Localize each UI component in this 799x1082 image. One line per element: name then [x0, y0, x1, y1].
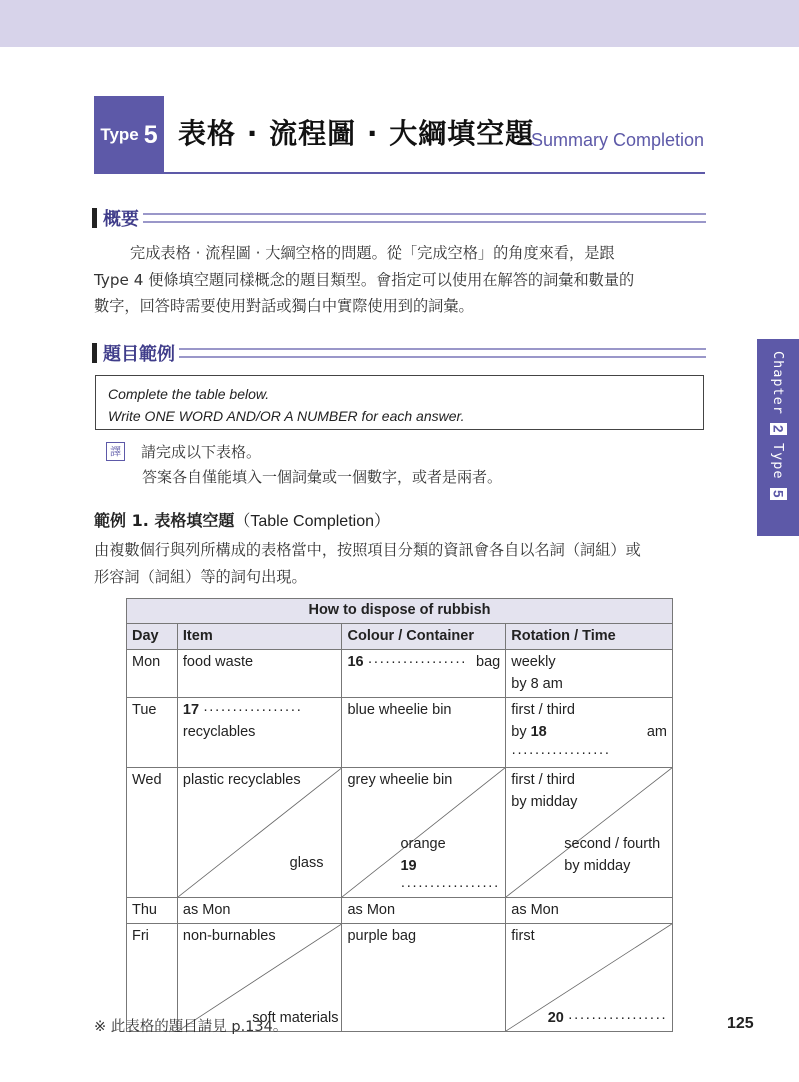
page-title: 表格 · 流程圖 · 大綱填空題	[178, 117, 535, 150]
question-number[interactable]: 18	[530, 723, 547, 740]
day-cell: Wed	[127, 767, 178, 897]
instruction-line: Complete the table below.	[108, 386, 270, 402]
title-underline	[164, 153, 705, 174]
item-cell	[177, 698, 342, 768]
item-text: glass	[289, 855, 324, 871]
container-text: orange	[400, 835, 446, 852]
type-number: 5	[143, 120, 158, 149]
description-line: 由複數個行與列所構成的表格當中，按照項目分類的資訊會各自以名詞（詞組）或	[94, 541, 641, 559]
table-caption: How to dispose of rubbish	[127, 599, 673, 624]
day-cell: Mon	[127, 650, 178, 698]
rotation-text: by midday	[564, 857, 631, 874]
section-overview-heading	[92, 207, 706, 229]
rotation-cell	[506, 650, 673, 698]
item-text: recyclables	[182, 723, 256, 740]
column-header: Colour / Container	[342, 623, 506, 650]
overview-line: 完成表格 · 流程圖 · 大綱空格的問題。從「完成空格」的角度來看，是跟	[130, 244, 615, 262]
translation-line: 請完成以下表格。	[141, 443, 262, 461]
rotation-text: by	[511, 723, 527, 740]
table-header-row	[127, 623, 673, 650]
container-cell	[342, 650, 506, 698]
translation-line: 答案各自僅能填入一個詞彙或一個數字，或者是兩者。	[142, 468, 503, 486]
page-number: 125	[727, 1015, 754, 1032]
day-cell: Fri	[127, 924, 178, 1032]
answer-blank[interactable]: ·················	[203, 702, 303, 718]
section-example-heading	[92, 342, 706, 364]
container-cell-split	[342, 767, 506, 897]
item-text: plastic recyclables	[182, 771, 301, 788]
rotation-text: first / third	[511, 771, 575, 788]
page-subtitle: Summary Completion	[531, 130, 705, 150]
question-number[interactable]: 16	[347, 654, 364, 670]
question-number[interactable]: 19	[400, 857, 417, 874]
table-row	[127, 897, 673, 924]
rotation-cell-split	[506, 767, 673, 897]
day-cell: Thu	[127, 897, 178, 924]
item-cell: food waste	[177, 650, 342, 698]
rotation-text: by 8 am	[511, 675, 563, 692]
rotation-cell-split	[506, 924, 673, 1032]
top-band	[0, 0, 799, 47]
rubbish-table	[126, 598, 673, 1032]
question-number[interactable]: 20	[547, 1009, 564, 1026]
description-line: 形容詞（詞組）等的詞句出現。	[94, 567, 307, 586]
column-header: Day	[127, 623, 178, 650]
column-header: Rotation / Time	[506, 623, 673, 650]
translation-icon: 譯	[106, 442, 125, 461]
answer-blank[interactable]: ·················	[367, 654, 467, 670]
rotation-text: second / fourth	[564, 835, 661, 852]
type-badge	[94, 96, 164, 174]
table-row	[127, 650, 673, 698]
section-label: 概要	[103, 209, 139, 230]
item-cell: as Mon	[177, 897, 342, 924]
chapter-side-tab	[757, 339, 799, 536]
section-marker	[92, 343, 97, 363]
instruction-box	[95, 375, 704, 430]
rotation-text: am	[646, 723, 667, 740]
column-header: Item	[177, 623, 342, 650]
item-text: soft materials	[252, 1009, 339, 1026]
rotation-cell	[506, 698, 673, 768]
tab-type-label: Type	[770, 443, 786, 480]
table-row	[127, 767, 673, 897]
answer-blank[interactable]: ·················	[567, 1009, 667, 1026]
overview-line: Type 4 便條填空題同樣概念的題目類型。會指定可以使用在解答的詞彙和數量的	[94, 270, 635, 289]
rotation-text: first	[511, 928, 535, 944]
answer-blank[interactable]: ·················	[400, 877, 500, 894]
section-rule	[143, 213, 706, 223]
chapter-number: 2	[770, 424, 786, 434]
example-heading-en: （Table Completion）	[234, 513, 390, 530]
container-cell: as Mon	[342, 897, 506, 924]
section-label: 題目範例	[103, 344, 175, 365]
container-text: grey wheelie bin	[347, 771, 453, 788]
overview-line: 數字，回答時需要使用對話或獨白中實際使用到的詞彙。	[94, 297, 474, 315]
answer-blank[interactable]: ·················	[511, 745, 611, 761]
chapter-label: Chapter	[770, 351, 786, 415]
rotation-text: weekly	[511, 654, 556, 670]
container-text: bag	[476, 654, 501, 670]
item-cell-split	[177, 767, 342, 897]
type-label: Type	[100, 125, 139, 144]
example-heading-zh: 範例 1. 表格填空題	[94, 511, 235, 530]
container-cell: purple bag	[342, 924, 506, 1032]
overview-paragraph	[94, 240, 706, 320]
table-row	[127, 698, 673, 768]
footnote: ※ 此表格的題目請見 p.134。	[94, 1019, 288, 1035]
example-heading	[94, 508, 390, 531]
question-number[interactable]: 17	[182, 702, 200, 718]
example-description	[94, 537, 706, 590]
section-rule	[179, 348, 706, 358]
answer-line	[548, 1008, 667, 1030]
tab-type-number: 5	[770, 489, 786, 499]
container-cell: blue wheelie bin	[342, 698, 506, 768]
day-cell: Tue	[127, 698, 178, 768]
instruction-line: Write ONE WORD AND/OR A NUMBER for each answer.	[108, 408, 465, 424]
rotation-text: by midday	[511, 793, 578, 810]
rotation-cell: as Mon	[506, 897, 673, 924]
section-marker	[92, 208, 97, 228]
translation	[106, 440, 502, 490]
rotation-text: first / third	[511, 702, 575, 718]
item-text: non-burnables	[182, 928, 276, 944]
